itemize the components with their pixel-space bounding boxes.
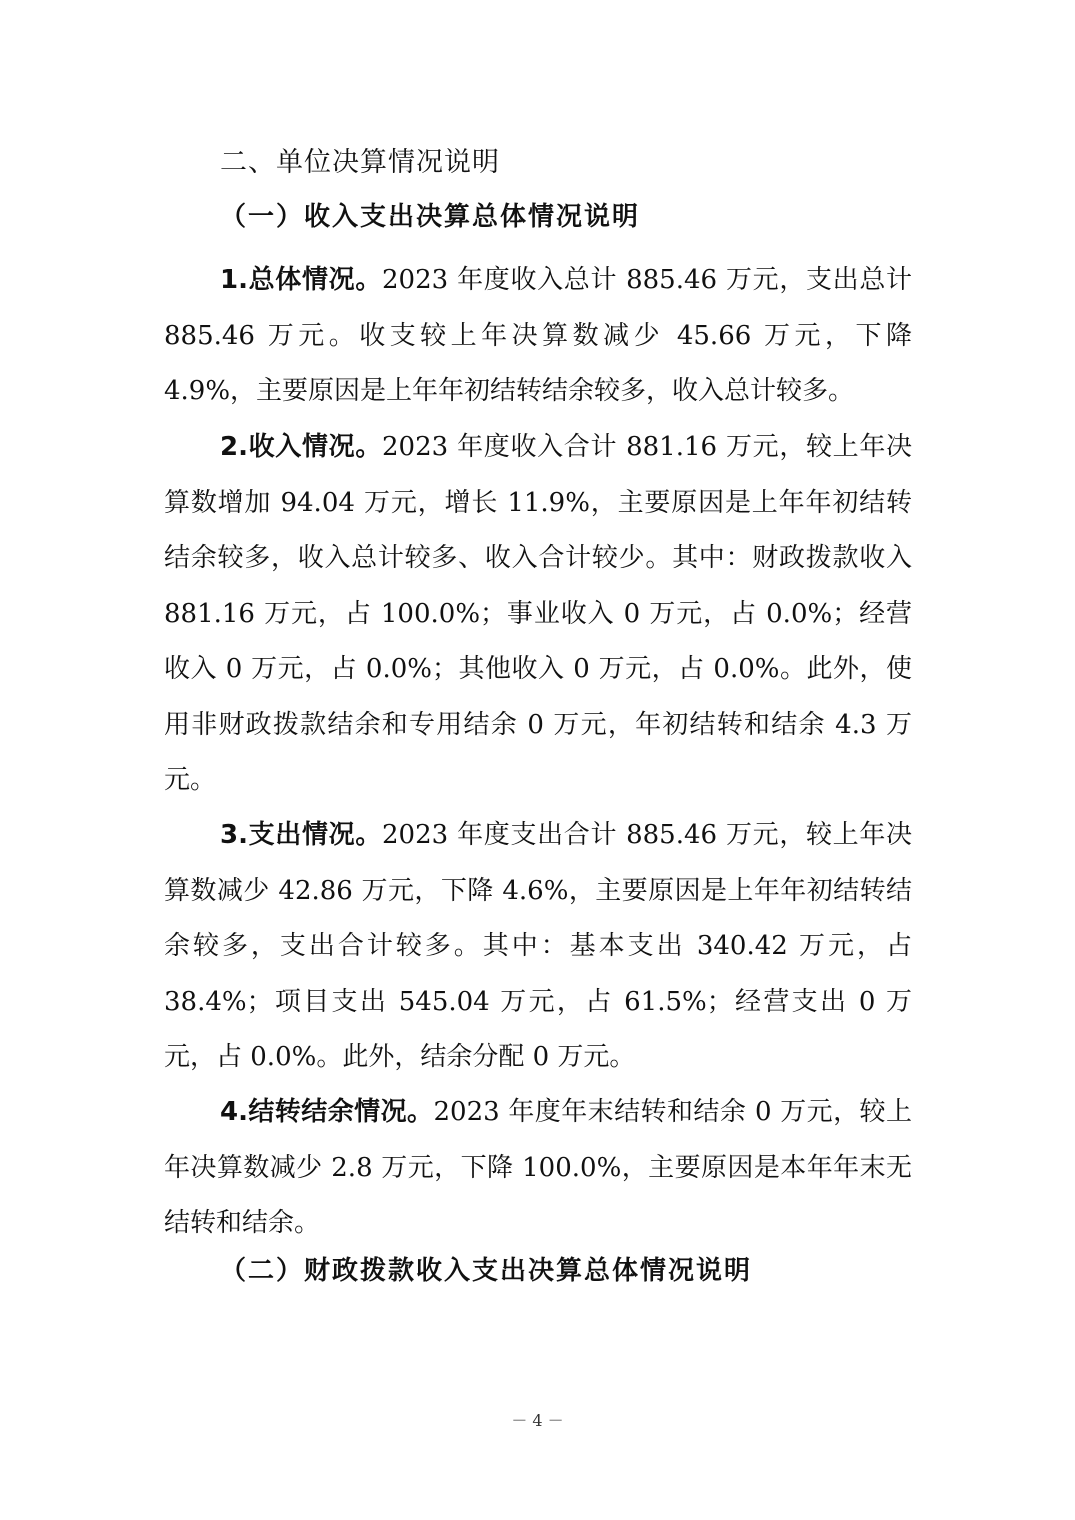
paragraph-carryover xyxy=(164,1085,912,1252)
paragraph-overall xyxy=(164,253,912,420)
paragraph-body: 2023 年度收入总计 885.46 万元，支出总计 885.46 万元。收支较上年决算数减少 45.66 万元，下降 4.9%，主要原因是上年年初结转结余较多，收入总计较多。 xyxy=(164,265,913,406)
subsection-title-2: （二）财政拨款收入支出决算总体情况说明 xyxy=(220,1256,753,1286)
paragraph-body: 2023 年度年末结转和结余 0 万元，较上年决算数减少 2.8 万元，下降 100.0%，主要原因是本年年末无结转和结余。 xyxy=(164,1097,912,1238)
paragraph-lead: 1.总体情况。 xyxy=(220,265,382,295)
paragraph-body: 2023 年度收入合计 881.16 万元，较上年决算数增加 94.04 万元，增长 11.9%，主要原因是上年年初结转结余较多，收入总计较多、收入合计较少。其中：财政拨款收入 881.16 万元，占 100.0%；事业收入 0 万元，占 0.0%；经营收入 0 万元，占 0.0%；其他收入 0 万元，占 0.0%。此外，使用非财政拨款结余和专用结余 0 万元，年初结转和结余 4.3 万元。 xyxy=(164,432,913,795)
section-title: 二、单位决算情况说明 xyxy=(220,147,500,178)
paragraph-expenditure xyxy=(164,808,912,1086)
paragraph-lead: 2.收入情况。 xyxy=(220,432,382,462)
subsection-title-1: （一）收入支出决算总体情况说明 xyxy=(220,202,641,232)
paragraph-lead: 4.结转结余情况。 xyxy=(220,1097,434,1127)
paragraph-lead: 3.支出情况。 xyxy=(220,820,382,850)
paragraph-income xyxy=(164,420,912,809)
page-number: － 4 － xyxy=(511,1411,564,1430)
paragraph-body: 2023 年度支出合计 885.46 万元，较上年决算数减少 42.86 万元，下降 4.6%，主要原因是上年年初结转结余较多，支出合计较多。其中：基本支出 340.42 万元，占 38.4%；项目支出 545.04 万元，占 61.5%；经营支出 0 万元，占 0.0%。此外，结余分配 0 万元。 xyxy=(164,820,913,1072)
